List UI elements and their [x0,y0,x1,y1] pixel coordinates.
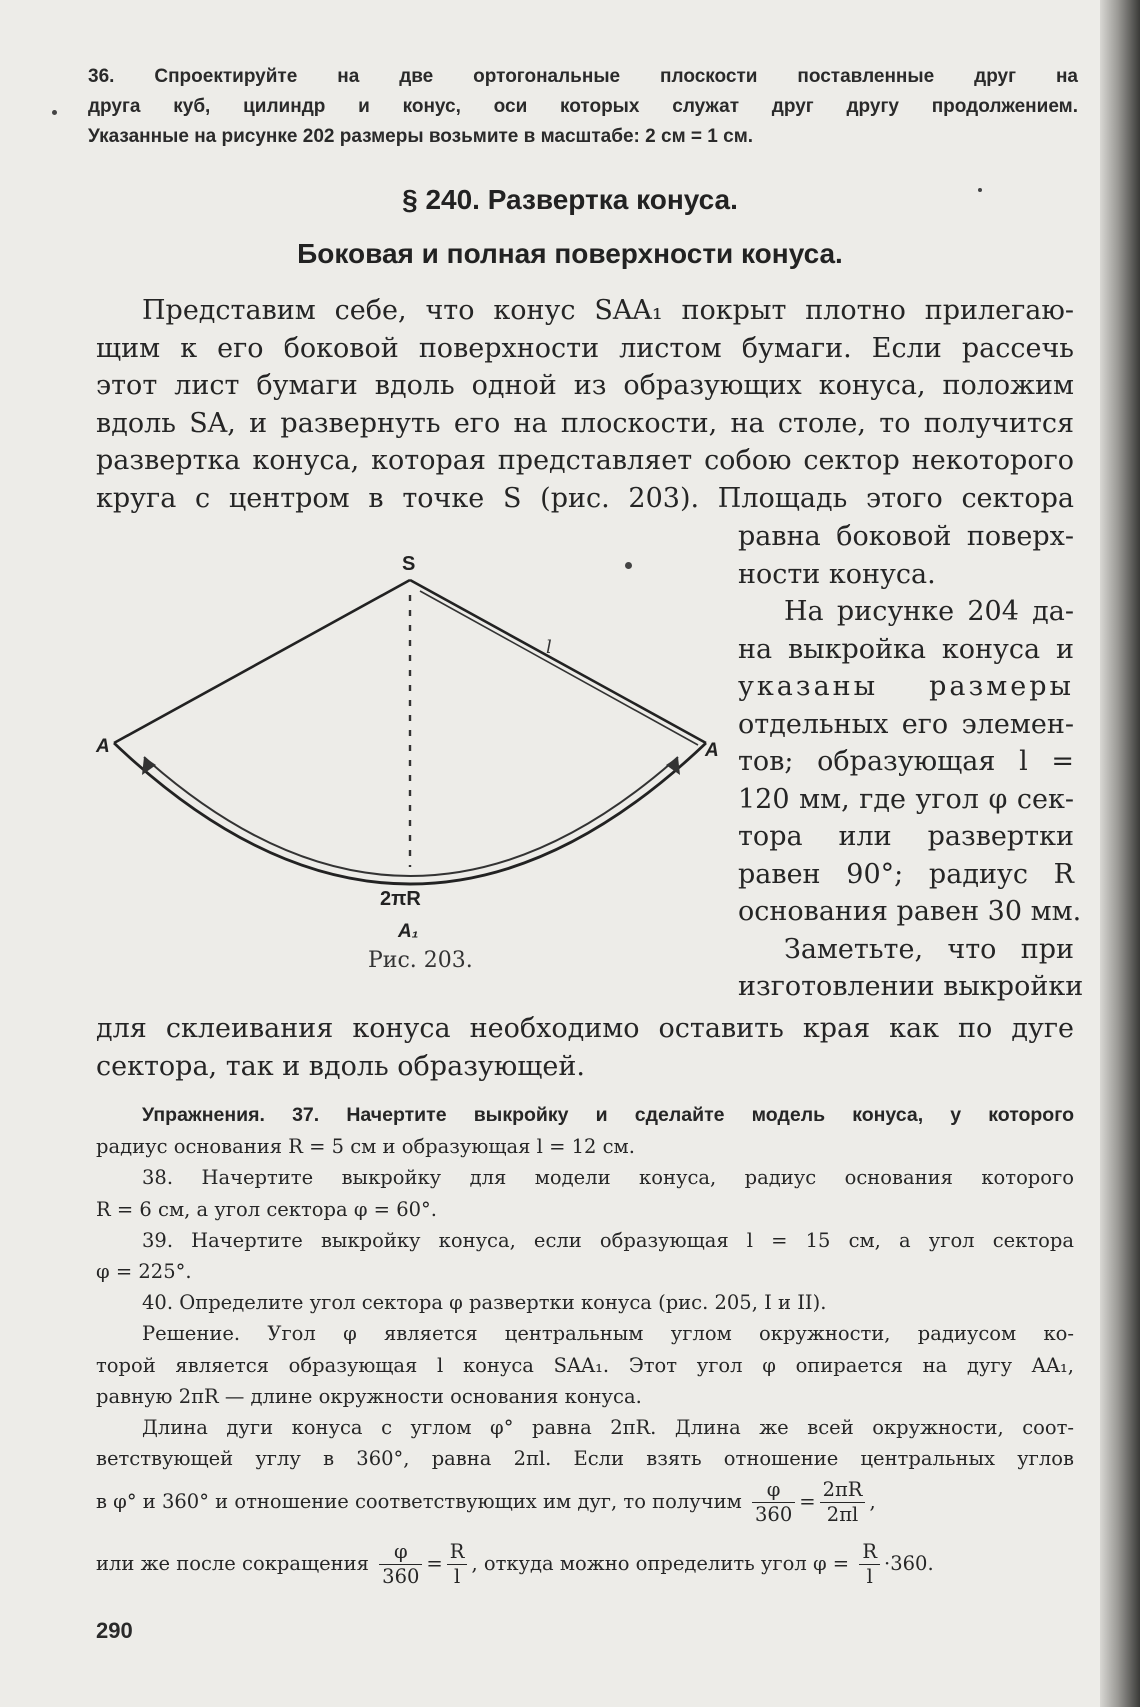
exercise-line: ветствующей углу в 360°, равна 2πl. Если взять отношение центральных углов [96,1447,1074,1471]
formula-text: , откуда можно определить угол φ = [471,1552,850,1575]
side-line: отдельных его элемен- [738,708,1074,740]
label-s: S [402,553,416,575]
side-line: На рисунке 204 да- [784,596,1074,627]
body-line: Представим себе, что конус SAA₁ покрыт плотно прилегаю- [142,295,1074,326]
fraction-r-l [859,1540,880,1589]
label-l: l [546,637,552,658]
body-paragraph-end [96,1010,1074,1085]
generatrix-right [410,580,706,743]
fraction-denominator: l [453,1565,461,1588]
side-line: на выкройка конуса и [738,633,1074,665]
label-a-left: A [96,736,110,757]
formula-text: ·360. [884,1552,934,1575]
fraction-numerator: R [447,1540,468,1565]
side-line: тора или развертки [738,821,1074,852]
figure-203-cone-development [92,545,732,945]
label-a1: A₁ [398,921,419,942]
exercise-line: φ = 225°. [96,1260,192,1284]
exercise-line: 38. Начертите выкройку для модели конуса, радиус основания которого [142,1166,1074,1190]
generatrix-l-marker [420,591,698,745]
side-line: Заметьте, что при [784,933,1074,965]
fraction-denominator: 360 [755,1503,793,1526]
fraction-denominator: 2πl [826,1503,859,1526]
generatrix-left [114,580,410,743]
side-line: тов; образующая l = [738,746,1074,777]
fraction-numerator: φ [379,1540,422,1565]
fraction-numerator: φ [752,1478,795,1503]
body-line: этот лист бумаги вдоль одной из образующих конуса, положим [96,370,1074,401]
cone-development-diagram [92,545,732,945]
exercise-36-line-2: друга куб, цилиндр и конус, оси которых служат друг другу продолжением. [88,96,1078,117]
formula-line-2: или же после сокращения $\frac{\varphi}{360}$ = $\frac{R}{l}$ , откуда можно определить угол φ = $\frac{R}{l}$ ·360. [96,1540,934,1588]
exercise-line: Длина дуги конуса с углом φ° равна 2πR. Длина же всей окружности, соот- [142,1416,1074,1440]
fraction-phi-360 [752,1478,795,1527]
exercise-line: равную 2πR — длине окружности основания конуса. [96,1384,642,1408]
side-paragraph [738,518,1084,1006]
fraction-numerator: R [859,1540,880,1565]
label-2pir: 2πR [380,888,421,910]
section-title: § 240. Развертка конуса. [402,184,738,215]
fraction-denominator: l [866,1565,873,1588]
label-a-right: A [705,740,719,761]
exercise-line: Упражнения. 37. Начертите выкройку и сделайте модель конуса, у которого [142,1104,1074,1126]
body-paragraph [96,292,1074,517]
side-line: основания равен 30 мм. [738,896,1082,927]
exercise-line: 39. Начертите выкройку конуса, если образующая l = 15 см, а угол сектора [142,1228,1074,1252]
body-line: для склеивания конуса необходимо оставить края как по дуге [96,1013,1074,1044]
side-line: указаны размеры [738,671,1074,702]
side-line: изготовлении выкройки [738,971,1084,1002]
formula-text: или же после сокращения [96,1552,369,1575]
exercise-line: 40. Определите угол сектора φ развертки конуса (рис. 205, I и II). [142,1291,827,1315]
arc-length-arrow [144,757,678,876]
fraction-denominator: 360 [382,1565,420,1588]
body-line: вдоль SA, и развернуть его на плоскости, на столе, то получится [96,407,1074,439]
body-line: развертка конуса, которая представляет собою сектор некоторого [96,445,1074,476]
fraction-numerator: 2πR [820,1478,866,1503]
side-line: 120 мм, где угол φ сек- [738,783,1074,815]
side-line: ности конуса. [738,558,936,590]
body-line: сектора, так и вдоль образующей. [96,1050,585,1082]
figure-caption: Рис. 203. [368,948,473,973]
body-line: круга с центром в точке S (рис. 203). Площадь этого сектора [96,482,1074,514]
body-line: щим к его боковой поверхности листом бумаги. Если рассечь [96,332,1074,364]
fraction-r-l [447,1540,468,1589]
exercise-line: R = 6 см, а угол сектора φ = 60°. [96,1197,437,1221]
scan-speck [978,188,982,192]
formula-text: , [869,1490,876,1513]
exercise-line: Решение. Угол φ является центральным углом окружности, радиусом ко- [142,1322,1074,1346]
page-number: 290 [96,1618,133,1643]
scan-speck [52,110,57,115]
exercise-line: радиус основания R = 5 см и образующая l = 12 см. [96,1135,635,1159]
exercise-36-line-3: Указанные на рисунке 202 размеры возьмите в масштабе: 2 см = 1 см. [88,126,754,147]
exercise-36 [88,62,1078,152]
formula-line-1: в φ° и 360° и отношение соответствующих им дуг, то получим $\frac{\varphi}{360}$ = $\frac{2\pi R}{2\pi l}$ , [96,1478,876,1526]
side-line: равен 90°; радиус R [738,858,1074,890]
fraction-phi-360 [379,1540,422,1589]
section-subtitle: Боковая и полная поверхности конуса. [297,238,843,269]
exercises-block [96,1100,1074,1474]
exercise-36-line-1: 36. Спроектируйте на две ортогональные плоскости поставленные друг на [88,66,1078,87]
exercise-line: торой является образующая l конуса SAA₁. Этот угол φ опирается на дугу AA₁, [96,1353,1074,1377]
arrow-head-left [142,757,156,775]
fraction-2pir-2pil [820,1478,866,1527]
side-line: равна боковой поверх- [738,521,1074,552]
scan-speck [625,562,632,569]
formula-text: в φ° и 360° и отношение соответствующих им дуг, то получим [96,1490,742,1513]
